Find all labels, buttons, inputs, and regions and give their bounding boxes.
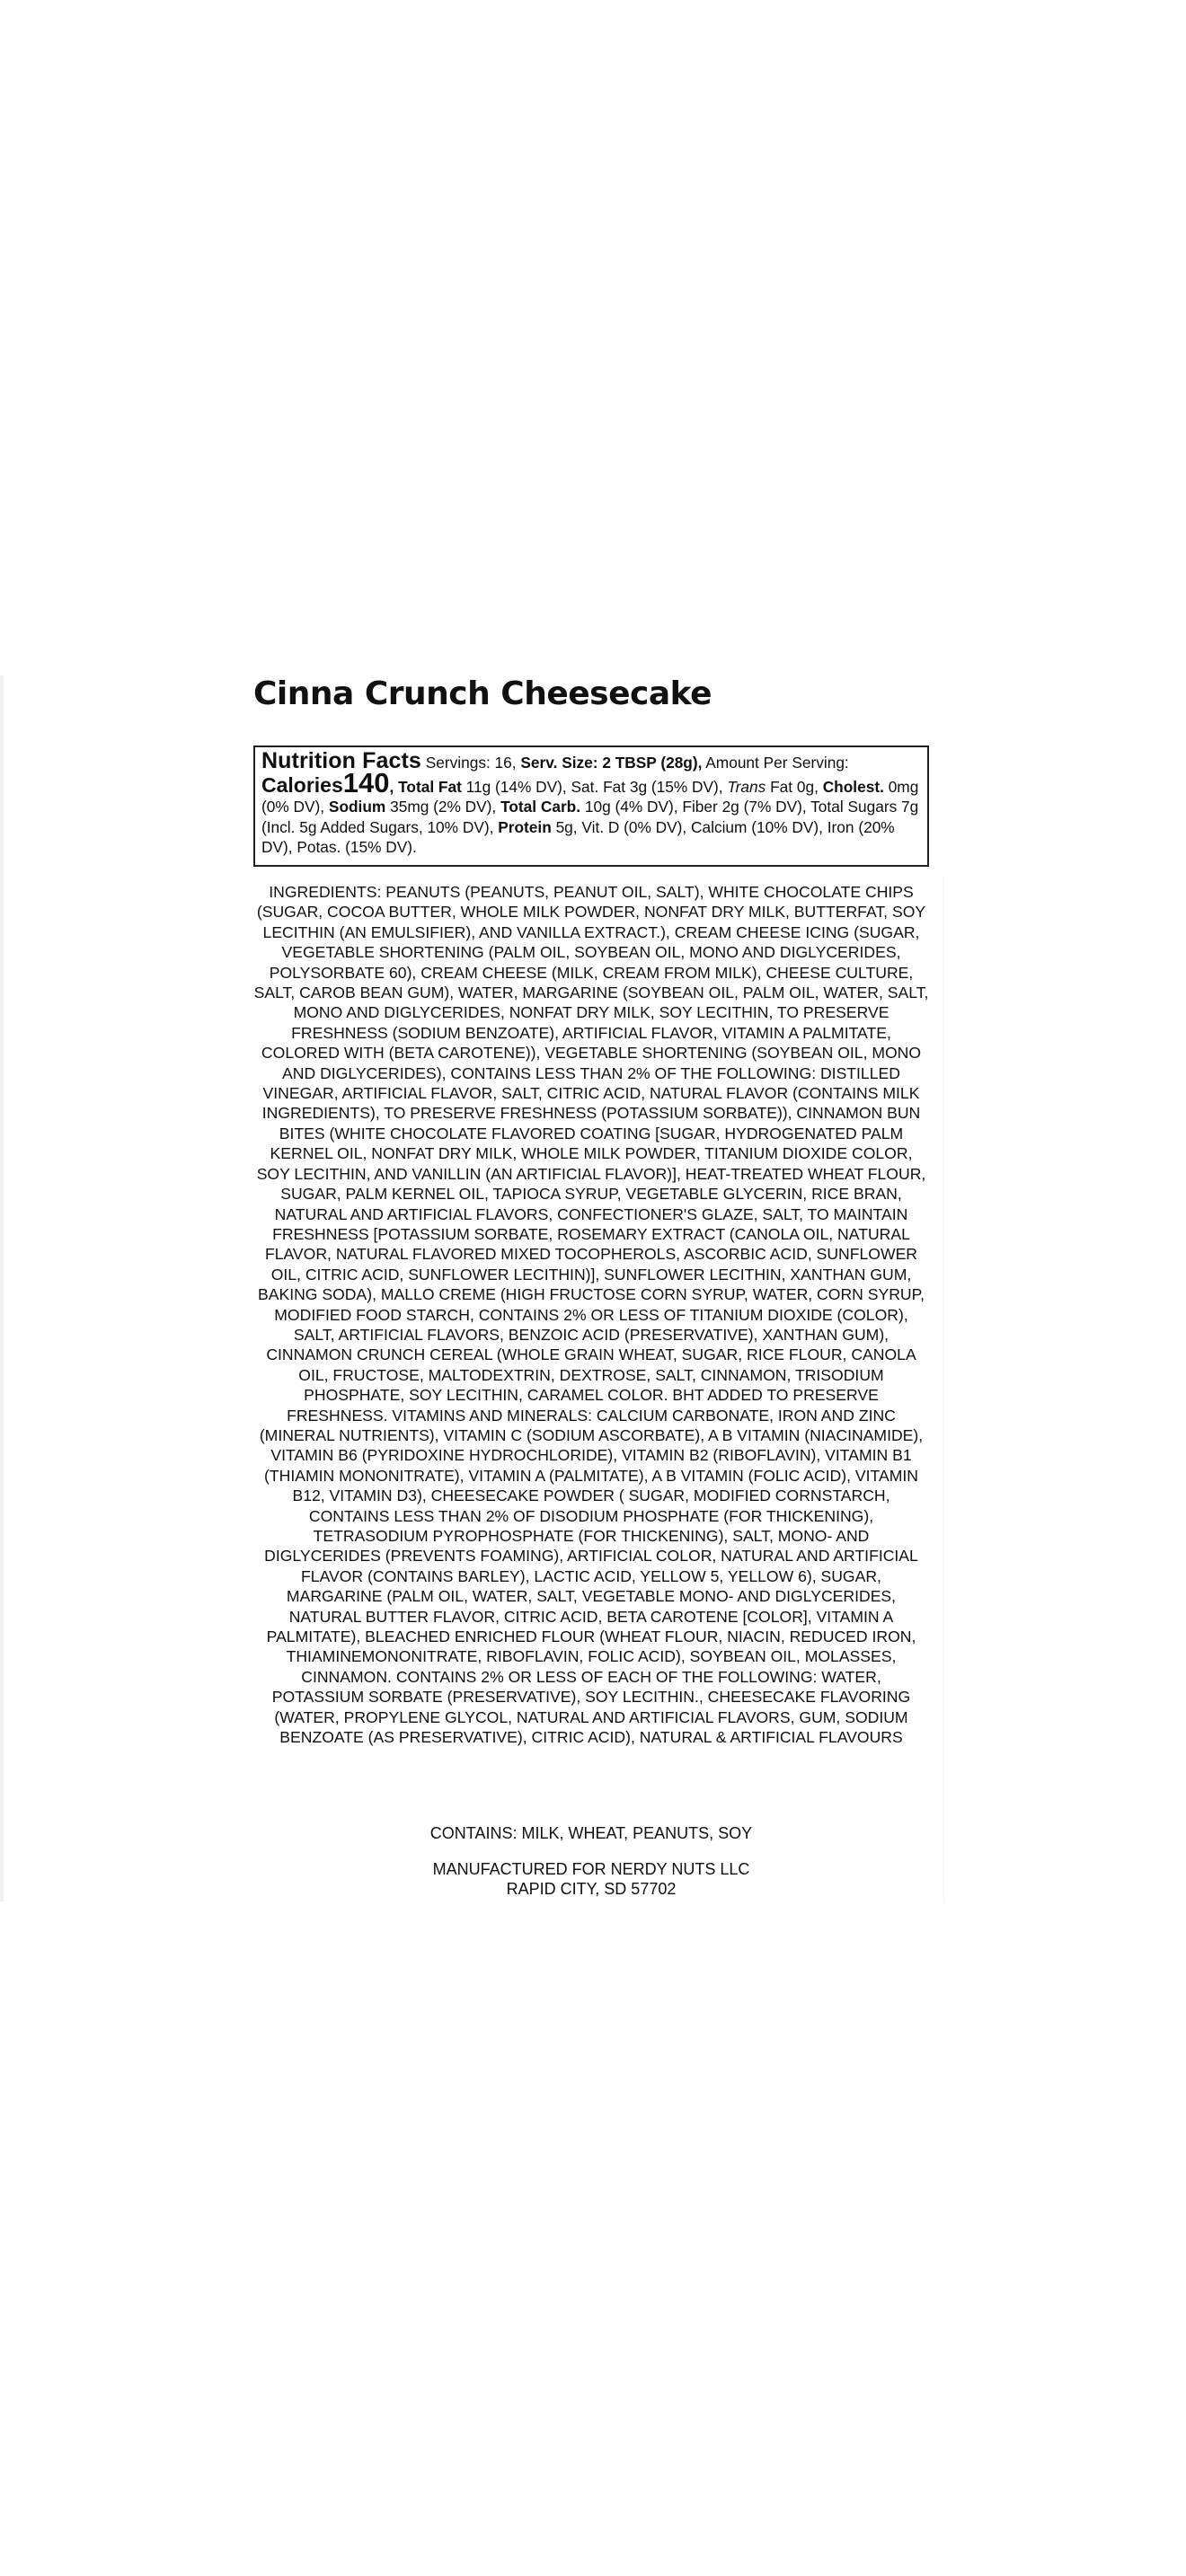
allergen-statement: CONTAINS: MILK, WHEAT, PEANUTS, SOY (429, 1824, 753, 1842)
manufacturer-name: MANUFACTURED FOR NERDY NUTS LLC (432, 1860, 750, 1878)
calories-label: Calories (261, 772, 343, 797)
total-carb-value: 10g (4% DV), Fiber 2g (7% DV), Total Sugars 7g (Incl. 5g Added Sugars, 10% DV), (261, 798, 919, 836)
total-fat-value: 11g (14% DV), Sat. Fat 3g (15% DV), (465, 777, 723, 796)
amount-per-text: Amount Per Serving: (705, 754, 849, 772)
serving-size-text: Serv. Size: 2 TBSP (28g), (520, 754, 703, 772)
calories-value: 140 (342, 766, 390, 798)
page-edge (0, 675, 4, 1901)
protein-value: 5g, Vit. D (0% DV), Calcium (10% DV), Iron (20% DV), Potas. (15% DV). (261, 817, 895, 857)
trans-value: Fat 0g, (770, 777, 819, 796)
manufacturer-address: RAPID CITY, SD 57702 (506, 1880, 677, 1898)
total-fat-label: Total Fat (398, 777, 462, 796)
nutrition-facts-panel: Nutrition Facts Servings: 16, Serv. Size: 2 TBSP (28g), Amount Per Serving: Calories140, Total Fat 11g (14% DV), Sat. Fat 3g (15% DV), Trans Fat 0g, Cholest. 0mg (0% DV), Sodium 35mg (2% DV), Total Carb. 10g (4% DV), Fiber 2g (7% DV), Total Sugars 7g (Incl. 5g Added Sugars, 10% DV), Protein 5g, Vit. D (0% DV), Calcium (10% DV), Iron (20% DV), Potas. (15% DV). (253, 745, 929, 867)
sodium-value: 35mg (2% DV), (390, 798, 497, 816)
sodium-label: Sodium (328, 798, 386, 816)
product-title: Cinna Crunch Cheesecake (253, 675, 712, 712)
protein-label: Protein (498, 817, 552, 836)
manufacturer-info (253, 1859, 929, 1899)
total-carb-label: Total Carb. (500, 798, 581, 816)
servings-text: Servings: 16, (425, 754, 517, 772)
ingredients-text: INGREDIENTS: PEANUTS (PEANUTS, PEANUT OIL, SALT), WHITE CHOCOLATE CHIPS (SUGAR, COCOA BUTTER, WHOLE MILK POWDER, NONFAT DRY MILK, BUTTERFAT, SOY LECITHIN (AN EMULSIFIER), AND VANILLA EXTRACT.), CREAM CHEESE ICING (SUGAR, VEGETABLE SHORTENING (PALM OIL, SOYBEAN OIL, MONO AND DIGLYCERIDES, POLYSORBATE 60), CREAM CHEESE (MILK, CREAM FROM MILK), CHEESE CULTURE, SALT, CAROB BEAN GUM), WATER, MARGARINE (SOYBEAN OIL, PALM OIL, WATER, SALT, MONO AND DIGLYCERIDES, NONFAT DRY MILK, SOY LECITHIN, TO PRESERVE FRESHNESS (SODIUM BENZOATE), ARTIFICIAL FLAVOR, VITAMIN A PALMITATE, COLORED WITH (BETA CAROTENE)), VEGETABLE SHORTENING (SOYBEAN OIL, MONO AND DIGLYCERIDES), CONTAINS LESS THAN 2% OF THE FOLLOWING: DISTILLED VINEGAR, ARTIFICIAL FLAVOR, SALT, CITRIC ACID, NATURAL FLAVOR (CONTAINS MILK INGREDIENTS), TO PRESERVE FRESHNESS (POTASSIUM SORBATE)), CINNAMON BUN BITES (WHITE CHOCOLATE FLAVORED COATING [SUGAR, HYDROGENATED PALM KERNEL OIL, NONFAT DRY MILK, WHOLE MILK POWDER, TITANIUM DIOXIDE COLOR, SOY LECITHIN, AND VANILLIN (AN ARTIFICIAL FLAVOR)], HEAT-TREATED WHEAT FLOUR, SUGAR, PALM KERNEL OIL, TAPIOCA SYRUP, VEGETABLE GLYCERIN, RICE BRAN, NATURAL AND ARTIFICIAL FLAVORS, CONFECTIONER'S GLAZE, SALT, TO MAINTAIN FRESHNESS [POTASSIUM SORBATE, ROSEMARY EXTRACT (CANOLA OIL, NATURAL FLAVOR, NATURAL FLAVORED MIXED TOCOPHEROLS, ASCORBIC ACID, SUNFLOWER OIL, CITRIC ACID, SUNFLOWER LECITHIN)], SUNFLOWER LECITHIN, XANTHAN GUM, BAKING SODA), MALLO CREME (HIGH FRUCTOSE CORN SYRUP, WATER, CORN SYRUP, MODIFIED FOOD STARCH, CONTAINS 2% OR LESS OF TITANIUM DIOXIDE (COLOR), SALT, ARTIFICIAL FLAVORS, BENZOIC ACID (PRESERVATIVE), XANTHAN GUM), CINNAMON CRUNCH CEREAL (WHOLE GRAIN WHEAT, SUGAR, RICE FLOUR, CANOLA OIL, FRUCTOSE, MALTODEXTRIN, DEXTROSE, SALT, CINNAMON, TRISODIUM PHOSPHATE, SOY LECITHIN, CARAMEL COLOR. BHT ADDED TO PRESERVE FRESHNESS. VITAMINS AND MINERALS: CALCIUM CARBONATE, IRON AND ZINC (MINERAL NUTRIENTS), VITAMIN C (SODIUM ASCORBATE), A B VITAMIN (NIACINAMIDE), VITAMIN B6 (PYRIDOXINE HYDROCHLORIDE), VITAMIN B2 (RIBOFLAVIN), VITAMIN B1 (THIAMIN MONONITRATE), VITAMIN A (PALMITATE), A B VITAMIN (FOLIC ACID), VITAMIN B12, VITAMIN D3), CHEESECAKE POWDER ( SUGAR, MODIFIED CORNSTARCH, CONTAINS LESS THAN 2% OF DISODIUM PHOSPHATE (FOR THICKENING), TETRASODIUM PYROPHOSPHATE (FOR THICKENING), SALT, MONO- AND DIGLYCERIDES (PREVENTS FOAMING), ARTIFICIAL COLOR, NATURAL AND ARTIFICIAL FLAVOR (CONTAINS BARLEY), LACTIC ACID, YELLOW 5, YELLOW 6), SUGAR, MARGARINE (PALM OIL, WATER, SALT, VEGETABLE MONO- AND DIGLYCERIDES, NATURAL BUTTER FLAVOR, CITRIC ACID, BETA CAROTENE [COLOR], VITAMIN A PALMITATE), BLEACHED ENRICHED FLOUR (WHEAT FLOUR, NIACIN, REDUCED IRON, THIAMINEMONONITRATE, RIBOFLAVIN, FOLIC ACID), SOYBEAN OIL, MOLASSES, CINNAMON. CONTAINS 2% OR LESS OF EACH OF THE FOLLOWING: WATER, POTASSIUM SORBATE (PRESERVATIVE), SOY LECITHIN., CHEESECAKE FLAVORING (WATER, PROPYLENE GLYCOL, NATURAL AND ARTIFICIAL FLAVORS, GUM, SODIUM BENZOATE (AS PRESERVATIVE), CITRIC ACID), NATURAL & ARTIFICIAL FLAVOURS (253, 883, 929, 1747)
nutrition-facts-heading: Nutrition Facts (261, 748, 421, 773)
cholesterol-label: Cholest. (822, 777, 884, 796)
trans-label: Trans (727, 777, 766, 796)
cholesterol-value: 0mg (0% DV), (261, 777, 919, 816)
